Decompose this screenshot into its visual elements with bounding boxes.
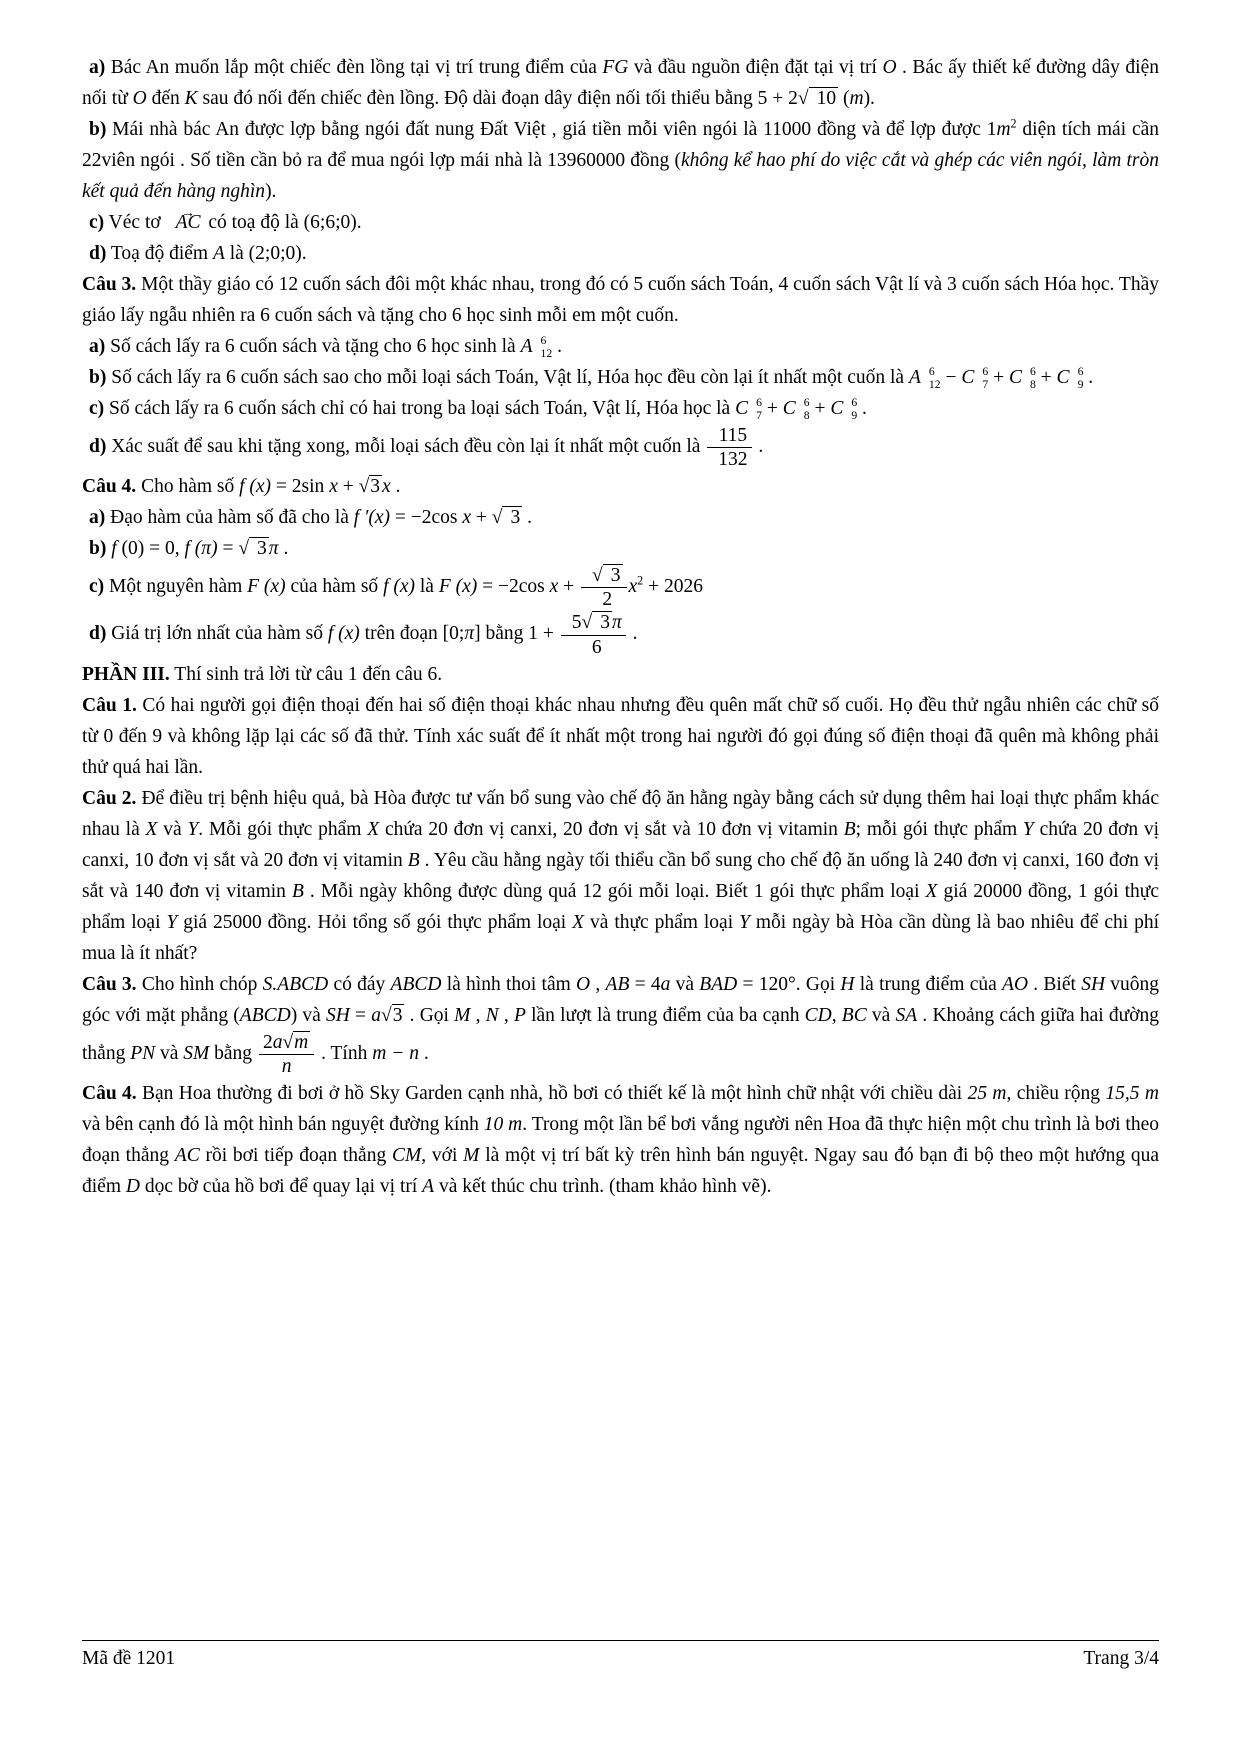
math-text: B [407, 849, 420, 871]
math-text: A [212, 243, 225, 264]
bold-text: Câu 1. [82, 694, 137, 716]
math-text: m [849, 88, 864, 109]
math-text: 25 m [967, 1083, 1007, 1105]
math-text: X [145, 818, 158, 840]
math-text: m − n [372, 1043, 419, 1065]
cau3-d: d) Xác suất để sau khi tặng xong, mỗi loại sách đều còn lại ít nhất một cuốn là $\frac{115}{132}$ . [89, 425, 764, 470]
math-text: CM [392, 1145, 422, 1167]
sqrt-expression: √ 3 [238, 538, 267, 559]
math-text: Y [187, 818, 199, 840]
math-text: f ′(x) [353, 507, 390, 528]
bold-text: d) [89, 243, 107, 264]
sqrt-expression: √m [282, 1031, 309, 1053]
sup-sub-symbol: C 6 7 [735, 396, 762, 423]
math-text: B [843, 818, 856, 840]
p3-cau2: Câu 2. Để điều trị bệnh hiệu quả, bà Hòa được tư vấn bổ sung vào chế độ ăn hằng ngày bằng cách sử dụng thêm hai loại thực phẩm khác nhau là X và Y. Mỗi gói thực phẩm X chứa 20 đơn vị canxi, 20 đơn vị sắt và 10 đơn vị vitamin B; mỗi gói thực phẩm Y chứa 20 đơn vị canxi, 10 đơn vị sắt và 20 đơn vị vitamin B . Yêu cầu hằng ngày tối thiểu cần bổ sung cho chế độ ăn uống là 240 đơn vị canxi, 160 đơn vị sắt và 140 đơn vị vitamin B . Mỗi ngày không được dùng quá 12 gói mỗi loại. Biết 1 gói thực phẩm loại X giá 20000 đồng, 1 gói thực phẩm loại Y giá 25000 đồng. Hỏi tổng số gói thực phẩm loại X và thực phẩm loại Y mỗi ngày bà Hòa cần dùng là bao nhiêu để chi phí mua là ít nhất? [82, 787, 1160, 964]
stmt-d: d) Toạ độ điểm A là (2;0;0). [89, 243, 307, 264]
math-text: X [925, 880, 938, 902]
cau4-c: c) Một nguyên hàm F (x) của hàm số f (x) là F (x) = −2cos x + $\frac{√ 3}{2}$ $x^2 + 2026$ [89, 565, 703, 611]
cau3-c: c) Số cách lấy ra 6 cuốn sách chỉ có hai trong ba loại sách Toán, Vật lí, Hóa học là C 6 7 + C 6 8 + C 6 9 . [89, 396, 867, 423]
math-text: M [463, 1145, 480, 1167]
math-text: F (x) [247, 576, 286, 598]
math-text: x [329, 476, 338, 497]
math-text: AB [605, 973, 630, 995]
cau4-a: a) Đạo hàm của hàm số đã cho là f ′(x) = −2cos x + √ 3 . [89, 507, 532, 528]
math-text: 15,5 m [1105, 1083, 1159, 1105]
math-text: P [513, 1004, 526, 1026]
math-text: x [462, 507, 472, 528]
math-text: ABCD [239, 1004, 291, 1026]
math-text: O [576, 973, 591, 995]
math-text: O [882, 57, 897, 78]
p3-cau1: Câu 1. Có hai người gọi điện thoại đến hai số điện thoại khác nhau nhưng đều quên mất chữ số cuối. Họ đều thử ngẫu nhiên các chữ số từ 0 đến 9 và không lặp lại các số đã thử. Tính xác suất để ít nhất một trong hai người đó gọi đúng số điện thoại đã quên mà không phải thử quá hai lần. [82, 694, 1160, 778]
page-footer [82, 1640, 1159, 1670]
math-text: x [549, 576, 559, 598]
math-text: X [367, 818, 380, 840]
math-text: SM [183, 1043, 210, 1065]
p3-cau4: Câu 4. Bạn Hoa thường đi bơi ở hồ Sky Garden cạnh nhà, hồ bơi có thiết kế là một hình chữ nhật với chiều dài 25 m, chiều rộng 15,5 m và bên cạnh đó là một hình bán nguyệt đường kính 10 m. Trong một lần bể bơi vắng người nên Hoa đã thực hiện một chu trình là bơi theo đoạn thẳng AC rồi bơi tiếp đoạn thẳng CM, với M là một vị trí bất kỳ trên hình bán nguyệt. Ngay sau đó bạn đi bộ theo một hướng qua điểm D dọc bờ của hồ bơi để quay lại vị trí A và kết thúc chu trình. (tham khảo hình vẽ). [82, 1083, 1160, 1198]
math-text: S.ABCD [262, 973, 329, 995]
sup-sub-symbol: C 6 8 [1008, 365, 1036, 392]
math-text: Y [166, 911, 178, 933]
math-text: f (π) [184, 538, 218, 559]
math-text: f [111, 538, 117, 559]
math-text: H [840, 973, 855, 995]
vector-symbol: AC → [166, 207, 204, 238]
math-text: AC [174, 1145, 200, 1167]
document-body [82, 52, 1159, 1202]
math-text: CD, BC [804, 1004, 867, 1026]
math-text: PN [130, 1043, 156, 1065]
math-text: Y [739, 911, 750, 933]
fraction: $\frac{5√ 3 \pi}{6}$ [561, 611, 626, 658]
math-text: n [281, 1056, 292, 1078]
stmt-a: a) Bác An muốn lắp một chiếc đèn lồng tại vị trí trung điểm của FG và đầu nguồn điện đặt tại vị trí O . Bác ấy thiết kế đường dây điện nối từ O đến K sau đó nối đến chiếc đèn lồng. Độ dài đoạn dây điện nối tối thiểu bằng 5 + 2√ 10 (m). [82, 57, 1159, 109]
bold-text: PHẦN III. [82, 663, 170, 685]
fraction: $\frac{√ 3}{2}$ [581, 564, 626, 611]
math-text: f (x) [383, 576, 415, 598]
math-text: N [485, 1004, 499, 1026]
stmt-b: b) Mái nhà bác An được lợp bằng ngói đất nung Đất Việt , giá tiền mỗi viên ngói là 11000 đồng và để lợp được $1m^2$ diện tích mái cần 22viên ngói . Số tiền cần bỏ ra để mua ngói lợp mái nhà là 13960000 đồng (không kể hao phí do việc cắt và ghép các viên ngói, làm tròn kết quả đến hàng nghìn). [82, 116, 1160, 202]
superscript: 2 [1010, 116, 1017, 131]
sqrt-expression: √ 3 [592, 565, 621, 586]
bold-text: b) [89, 367, 107, 388]
math-text: BAD [699, 973, 738, 995]
fraction: $\frac{2a√m}{n}$ [259, 1031, 314, 1078]
math-text: f (x) [327, 623, 360, 645]
math-text: m [294, 1031, 309, 1053]
sqrt-expression: √3 [381, 1004, 403, 1026]
bold-text: d) [89, 435, 107, 457]
math-text: SH [326, 1004, 350, 1026]
sup-sub-symbol: C 6 9 [1056, 365, 1084, 392]
math-text: a [371, 1004, 381, 1026]
math-text: B [291, 880, 304, 902]
math-text: O [132, 88, 147, 109]
sqrt-expression: √3 [358, 476, 381, 497]
cau4-d: d) Giá trị lớn nhất của hàm số f (x) trên đoạn [0;π] bằng 1 + $\frac{5√ 3 \pi}{6}$ . [89, 612, 638, 658]
math-text: X [572, 911, 585, 933]
bold-text: c) [89, 576, 105, 598]
sqrt-expression: √ 3 [491, 507, 521, 528]
cau4-heading: Câu 4. Cho hàm số f (x) = 2sin x + √3 x . [82, 476, 401, 497]
sqrt-expression: √ 10 [797, 88, 837, 109]
math-text: F (x) [438, 576, 478, 598]
bold-text: Câu 3. [82, 274, 137, 295]
page-number: Trang 3/4 [1083, 1648, 1159, 1669]
sup-sub-symbol: A 6 12 [520, 334, 553, 361]
math-text: x [628, 576, 638, 598]
math-text: A [422, 1176, 435, 1198]
bold-text: Câu 4. [82, 1083, 137, 1105]
phan3-heading: PHẦN III. Thí sinh trả lời từ câu 1 đến câu 6. [82, 663, 443, 685]
bold-text: Câu 2. [82, 787, 137, 809]
sqrt-expression: √ 3 [581, 612, 610, 634]
stmt-c: c) Véc tơ AC → có toạ độ là (6;6;0). [82, 207, 1159, 238]
sup-sub-symbol: C 6 8 [782, 396, 810, 423]
bold-text: a) [89, 336, 106, 357]
math-text: SA [895, 1004, 918, 1026]
cau3-b: b) Số cách lấy ra 6 cuốn sách sao cho mỗi loại sách Toán, Vật lí, Hóa học đều còn lại ít nhất một cuốn là A 6 12 − C 6 7 + C 6 8 + C 6 9 . [89, 365, 1094, 392]
math-text: Y [1022, 818, 1034, 840]
math-text: ABCD [390, 973, 442, 995]
bold-text: a) [89, 57, 106, 78]
bold-text: b) [89, 119, 107, 140]
math-text: π [268, 538, 279, 559]
math-text: m [996, 119, 1011, 140]
math-text: K [184, 88, 198, 109]
math-text: AO [1002, 973, 1029, 995]
cau3-heading: Câu 3. Một thầy giáo có 12 cuốn sách đôi một khác nhau, trong đó có 5 cuốn sách Toán, 4 cuốn sách Vật lí và 3 cuốn sách Hóa học. Thầy giáo lấy ngẫu nhiên ra 6 cuốn sách và tặng cho 6 học sinh mỗi em một cuốn. [82, 274, 1159, 326]
cau4-b: b) f (0) = 0, f (π) = √ 3 π . [89, 538, 289, 559]
bold-text: c) [89, 212, 105, 233]
math-text: D [125, 1176, 140, 1198]
bold-text: Câu 3. [82, 973, 137, 995]
math-text: x [382, 476, 391, 497]
exam-code: Mã đề 1201 [82, 1648, 176, 1669]
math-text: f (x) [239, 476, 272, 497]
superscript: 2 [637, 573, 644, 588]
math-text: M [454, 1004, 471, 1026]
math-text: π [611, 612, 622, 634]
bold-text: d) [89, 623, 107, 645]
math-text: π [464, 623, 475, 645]
bold-text: a) [89, 507, 106, 528]
sup-sub-symbol: C 6 7 [961, 365, 989, 392]
sup-sub-symbol: C 6 9 [830, 396, 858, 423]
bold-text: b) [89, 538, 107, 559]
sup-sub-symbol: A 6 12 [908, 365, 941, 392]
bold-text: c) [89, 398, 105, 419]
bold-text: Câu 4. [82, 476, 137, 497]
math-text: SH [1081, 973, 1106, 995]
italic-text: không kể hao phí do việc cắt và ghép các viên ngói, làm tròn kết quả đến hàng nghìn [82, 150, 1159, 202]
math-text: FG [602, 57, 629, 78]
math-text: 10 m [483, 1114, 523, 1136]
p3-cau3: Câu 3. Cho hình chóp S.ABCD có đáy ABCD là hình thoi tâm O , AB = 4a và BAD = 120°. Gọi H là trung điểm của AO . Biết SH vuông góc với mặt phẳng (ABCD) và SH = a√3 . Gọi M , N , P lần lượt là trung điểm của ba cạnh CD, BC và SA . Khoảng cách giữa hai đường thẳng PN và SM bằng $\frac{2a√m}{n}$ . Tính m − n . [82, 973, 1160, 1078]
math-text: a [660, 973, 671, 995]
math-text: a [272, 1031, 283, 1053]
cau3-a: a) Số cách lấy ra 6 cuốn sách và tặng cho 6 học sinh là A 6 12 . [89, 334, 562, 361]
fraction: $\frac{115}{132}$ [707, 424, 751, 471]
